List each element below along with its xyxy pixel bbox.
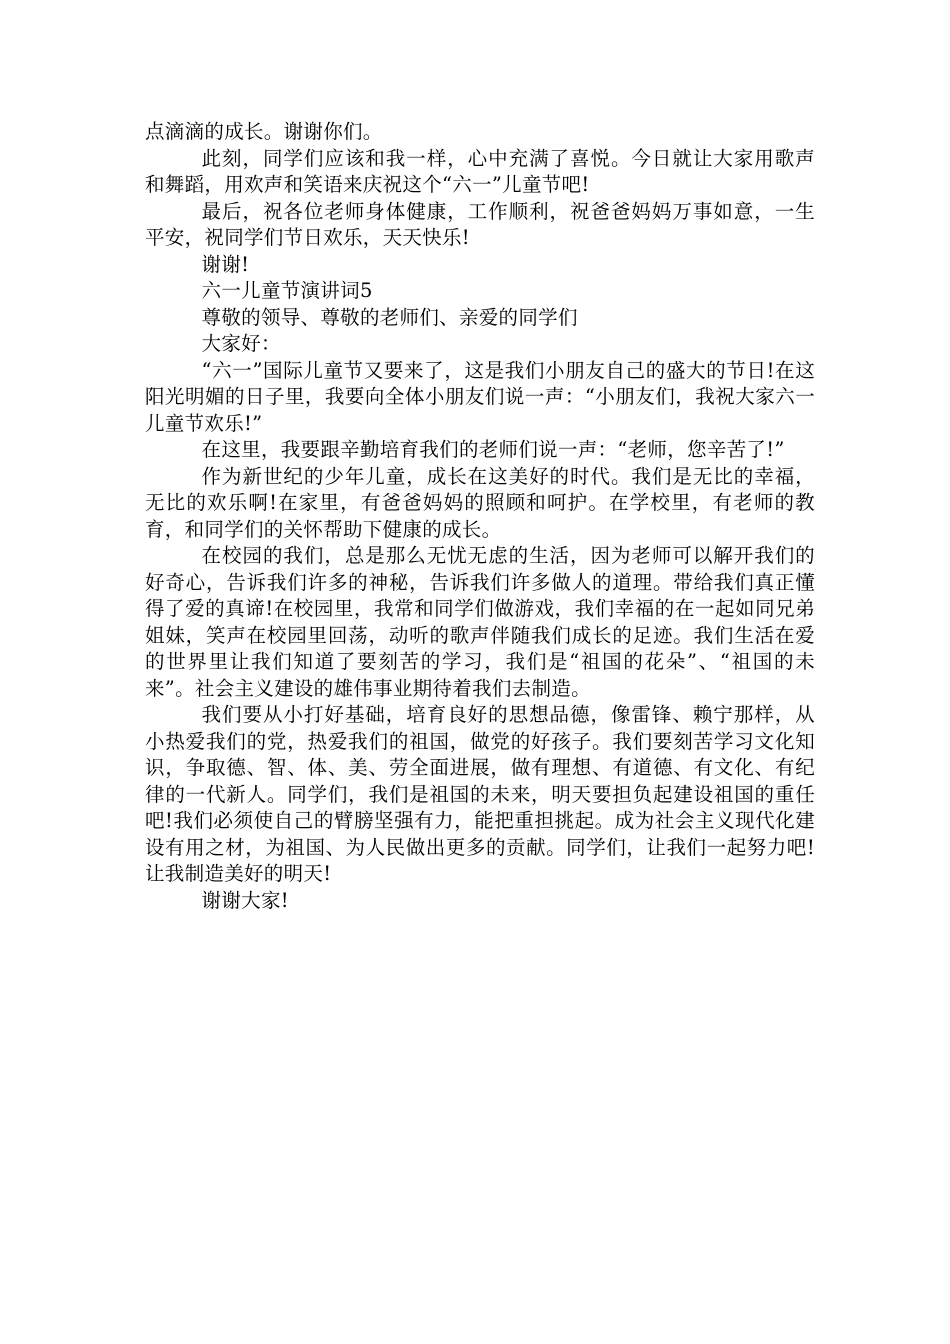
- paragraph: 在这里，我要跟辛勤培育我们的老师们说一声：“老师，您辛苦了!”: [201, 438, 785, 461]
- document-body: [145, 119, 815, 914]
- paragraph: 最后，祝各位老师身体健康，工作顺利，祝爸爸妈妈万事如意，一生平安，祝同学们节日欢乐，天天快乐!: [145, 199, 815, 249]
- greeting: 大家好：: [201, 332, 281, 355]
- paragraph: “六一”国际儿童节又要来了，这是我们小朋友自己的盛大的节日!在这阳光明媚的日子里，我要向全体小朋友们说一声：“小朋友们，我祝大家六一儿童节欢乐!”: [145, 358, 815, 435]
- paragraph: 此刻，同学们应该和我一样，心中充满了喜悦。今日就让大家用歌声和舞蹈，用欢声和笑语来庆祝这个“六一”儿童节吧!: [145, 146, 815, 196]
- paragraph: 点滴滴的成长。谢谢你们。: [145, 120, 383, 143]
- paragraph: 谢谢!: [201, 252, 250, 276]
- section-heading: 六一儿童节演讲词5: [201, 279, 373, 302]
- salutation: 尊敬的领导、尊敬的老师们、亲爱的同学们: [201, 305, 578, 329]
- paragraph: 作为新世纪的少年儿童，成长在这美好的时代。我们是无比的幸福，无比的欢乐啊!在家里，有爸爸妈妈的照顾和呵护。在学校里，有老师的教育，和同学们的关怀帮助下健康的成长。: [145, 464, 815, 541]
- closing: 谢谢大家!: [201, 888, 289, 912]
- paragraph: 在校园的我们，总是那么无忧无虑的生活，因为老师可以解开我们的好奇心，告诉我们许多的神秘，告诉我们许多做人的道理。带给我们真正懂得了爱的真谛!在校园里，我常和同学们做游戏，我们幸福的在一起如同兄弟姐妹，笑声在校园里回荡，动听的歌声伴随我们成长的足迹。我们生活在爱的世界里让我们知道了要刻苦的学习，我们是“祖国的花朵”、“祖国的未来”。社会主义建设的雄伟事业期待着我们去制造。: [145, 544, 815, 700]
- paragraph: 我们要从小打好基础，培育良好的思想品德，像雷锋、赖宁那样，从小热爱我们的党，热爱我们的祖国，做党的好孩子。我们要刻苦学习文化知识，争取德、智、体、美、劳全面进展，做有理想、有道德、有文化、有纪律的一代新人。同学们，我们是祖国的未来，明天要担负起建设祖国的重任吧!我们必须使自己的臂膀坚强有力，能把重担挑起。成为社会主义现代化建设有用之材，为祖国、为人民做出更多的贡献。同学们，让我们一起努力吧!让我制造美好的明天!: [145, 703, 815, 885]
